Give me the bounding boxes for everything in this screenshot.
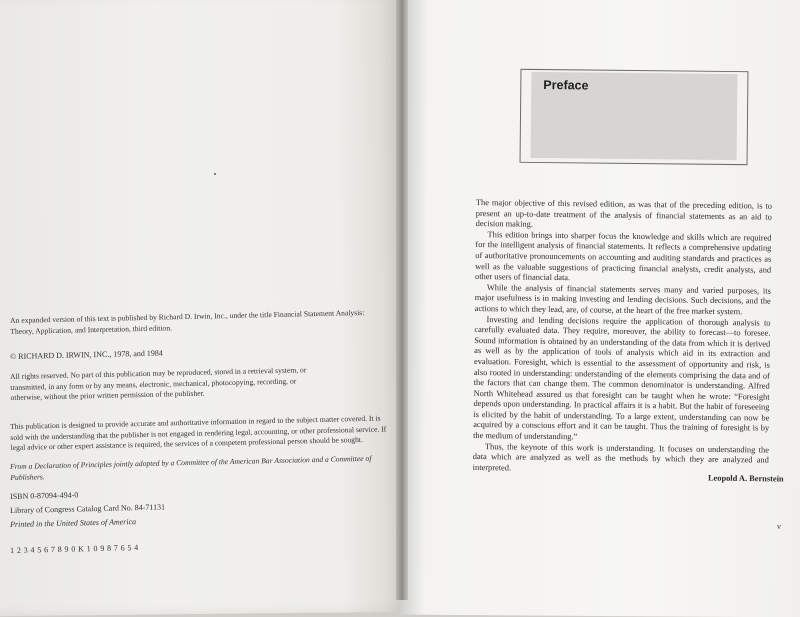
preface-heading-panel [531, 72, 738, 160]
copyright-line: © RICHARD D. IRWIN, INC., 1978, and 1984 [10, 348, 163, 361]
rights-reserved: All rights reserved. No part of this publication may be reproduced, stored in a retrieval system, or transmitted, in any form or by any means, electronic, mechanical, photocopying, recording, or otherwise, without the prior written permission of the publisher. [10, 365, 307, 403]
page-number: v [777, 522, 781, 531]
isbn: ISBN 0-87094-494-0 [10, 490, 79, 501]
printing-line: 1 2 3 4 5 6 7 8 9 0 K 1 0 9 8 7 6 5 4 [10, 543, 139, 555]
book-gutter [396, 0, 408, 600]
library-of-congress-number: Library of Congress Catalog Card No. 84-71131 [10, 502, 166, 515]
disclaimer: This publication is designed to provide accurate and authoritative information in regard to the subject matter covered. It is sold with the understanding that the publisher is not engaged in rendering legal, accounting, or other professional service. If legal advice or other expert assistance is required, the services of a competent professional person should be sought. [10, 413, 387, 453]
preface-paragraph-4: Investing and lending decisions require the application of thorough analysis to carefully evaluated data. They require, moreover, the ability to forecast—to foresee. Sound information is obtained by an understanding of the data from which it is derived as well as by the application of tools of analysis which aid in its extraction and evaluation. Foresight, which is essential to the assessment of opportunity and risk, is also rooted in understanding: understanding of the elements comprising the data and of the factors that can change them. The common denominator is understanding. Alfred North Whitehead assured us that foresight can be taught when he wrote: “Foresight depends upon understanding. In practical affairs it is a habit. But the habit of foreseeing is elicited by the habit of understanding. To a large extent, understanding can now be acquired by a conscious effort and it can be taught. Thus the training of foresight is by the medium of understanding.” [473, 314, 771, 442]
page-speck [214, 173, 216, 175]
preface-title: Preface [543, 78, 589, 93]
preface-paragraph-3: While the analysis of financial statements serves many and varied purposes, its major usefulness is in making investing and lending decisions. Such decisions, and the actions to which they lead, are, of course, at the heart of the free market system. [474, 282, 771, 317]
preface-paragraph-5: Thus, the keynote of this work is understanding. It focuses on understanding the data which are analyzed as well as the methods by which they are analyzed and interpreted. [472, 441, 770, 473]
declaration-note: From a Declaration of Principles jointly adopted by a Committee of the American Bar Association and a Committee of Publishers. [10, 453, 372, 482]
preface-paragraph-1: The major objective of this revised edition, as was that of the preceding edition, is to present an up-to-date treatment of the analysis of financial statements as an aid to decision making. [475, 198, 772, 229]
printed-in: Printed in the United States of America [10, 517, 137, 529]
preface-body [473, 198, 772, 477]
author-signature: Leopold A. Bernstein [707, 473, 784, 484]
preface-paragraph-2: This edition brings into sharper focus the knowledge and skills which are required for the intelligent analysis of financial statements. It reflects a comprehensive updating of authoritative pronouncements on accounting and auditing standards and practices as well as the valuable suggestions of practicing financial analysts, credit analysts, and other users of financial data. [474, 229, 772, 283]
preface-heading-box [520, 69, 749, 165]
expanded-version-note: An expanded version of this text is published by Richard D. Irwin, Inc., under the title Financial Statement Analysis: Theory, Application, and Interpretation, third edition. [10, 307, 365, 336]
